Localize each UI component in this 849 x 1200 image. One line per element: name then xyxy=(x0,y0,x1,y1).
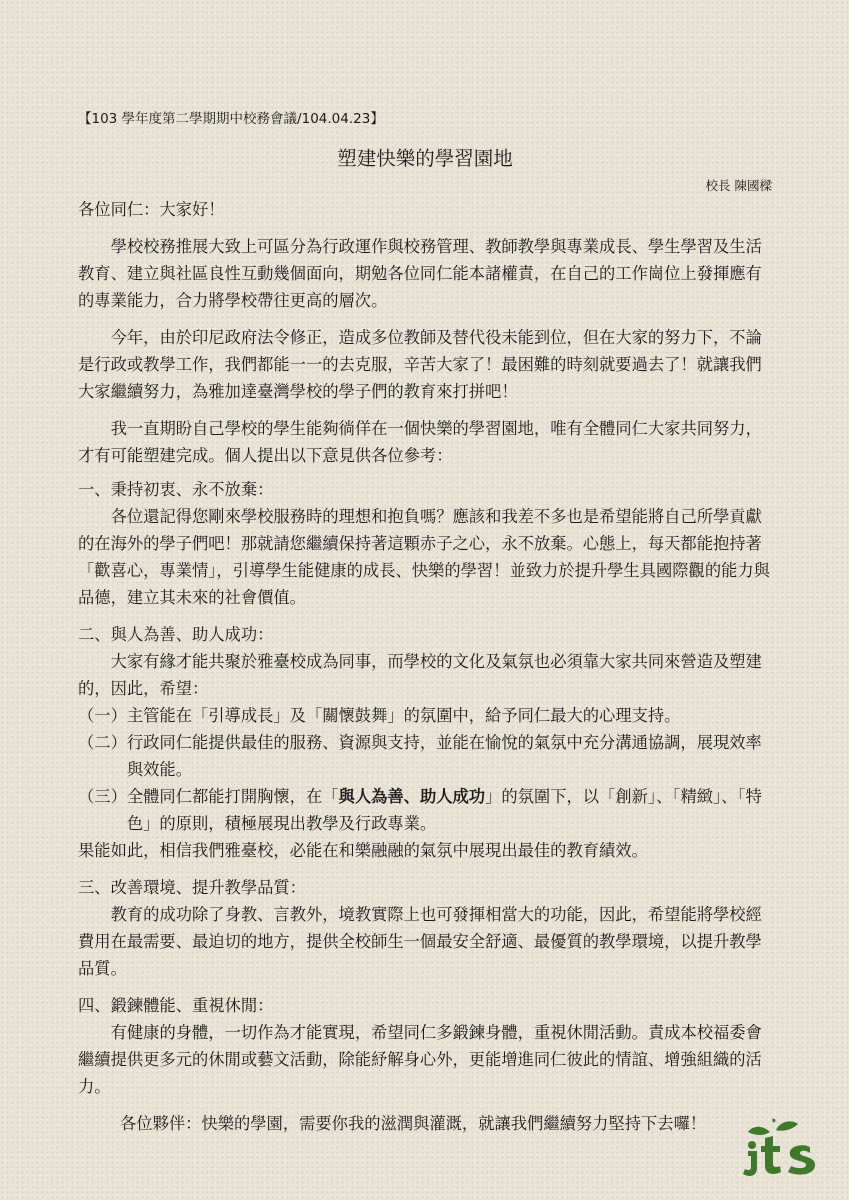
meeting-reference: 【103 學年度第二學期期中校務會議/104.04.23】 xyxy=(78,111,384,127)
closing-line: 各位夥伴：快樂的學園，需要你我的滋潤與灌溉，就讓我們繼續努力堅持下去囉！ xyxy=(120,1114,707,1133)
school-logo-icon xyxy=(740,1118,826,1180)
list-item-number: （一） xyxy=(78,706,127,725)
section-2-body: 大家有緣才能共聚於雅臺校成為同事，而學校的文化及氣氛也必須靠大家共同來營造及塑建的，因此，希望： xyxy=(78,652,762,698)
list-item xyxy=(78,783,772,837)
list-item-text-after: 」的氛圍下，以「創新」、「精緻」、「特色」的原則，積極展現出教學及行政專業。 xyxy=(126,787,762,833)
author-line: 校長 陳國樑 xyxy=(705,178,772,193)
list-item-number: （三） xyxy=(78,787,127,806)
list-item-emphasis: 與人為善、助人成功 xyxy=(338,787,486,806)
paragraph-vision: 我一直期盼自己學校的學生能夠徜佯在一個快樂的學習園地，唯有全體同仁大家共同努力，才有可能塑建完成。個人提出以下意見供各位參考： xyxy=(78,419,762,465)
list-item-text: 主管能在「引導成長」及「關懷鼓舞」的氛圍中，給予同仁最大的心理支持。 xyxy=(126,706,681,725)
list-item xyxy=(78,702,772,729)
list-item-text: 行政同仁能提供最佳的服務、資源與支持，並能在愉悅的氣氛中充分溝通協調，展現效率與效能。 xyxy=(126,733,762,779)
list-item-text-before: 全體同仁都能打開胸懷，在「 xyxy=(126,787,339,806)
paragraph-this-year: 今年，由於印尼政府法令修正，造成多位教師及替代役未能到位，但在大家的努力下，不論是行政或教學工作，我們都能一一的去克服，辛苦大家了！最困難的時刻就要過去了！就讓我們大家繼續努力，為雅加達臺灣學校的學子們的教育來打拼吧！ xyxy=(78,328,762,401)
section-2-conclusion: 果能如此，相信我們雅臺校，必能在和樂融融的氣氛中展現出最佳的教育績效。 xyxy=(78,841,648,860)
document-title: 塑建快樂的學習園地 xyxy=(337,147,513,170)
section-1-heading: 一、秉持初衷、永不放棄： xyxy=(78,480,274,499)
list-item xyxy=(78,729,772,783)
letter-body xyxy=(78,196,772,1137)
section-4-heading: 四、鍛鍊體能、重視休閒： xyxy=(78,996,274,1015)
list-item-number: （二） xyxy=(78,733,127,752)
greeting: 各位同仁：大家好！ xyxy=(78,200,225,219)
section-3-body: 教育的成功除了身教、言教外，境教實際上也可發揮相當大的功能，因此，希望能將學校經費用在最需要、最迫切的地方，提供全校師生一個最安全舒適、最優質的教學環境，以提升教學品質。 xyxy=(78,905,762,978)
section-1-body: 各位還記得您剛來學校服務時的理想和抱負嗎？應該和我差不多也是希望能將自己所學貢獻的在海外的學子們吧！那就請您繼續保持著這顆赤子之心，永不放棄。心態上，每天都能抱持著「歡喜心，專業情」，引導學生能健康的成長、快樂的學習！並致力於提升學生具國際觀的能力與品德，建立其未來的社會價值。 xyxy=(78,507,770,607)
section-4-body: 有健康的身體，一切作為才能實現，希望同仁多鍛鍊身體，重視休閒活動。責成本校福委會繼續提供更多元的休閒或藝文活動，除能紓解身心外，更能增進同仁彼此的情誼、增強組織的活力。 xyxy=(78,1023,762,1096)
section-3-heading: 三、改善環境、提升教學品質： xyxy=(78,878,306,897)
section-2-heading: 二、與人為善、助人成功： xyxy=(78,625,274,644)
paragraph-intro: 學校校務推展大致上可區分為行政運作與校務管理、教師教學與專業成長、學生學習及生活教育、建立與社區良性互動幾個面向，期勉各位同仁能本諸權責，在自己的工作崗位上發揮應有的專業能力，合力將學校帶往更高的層次。 xyxy=(78,237,762,310)
list-item-text xyxy=(127,783,772,837)
